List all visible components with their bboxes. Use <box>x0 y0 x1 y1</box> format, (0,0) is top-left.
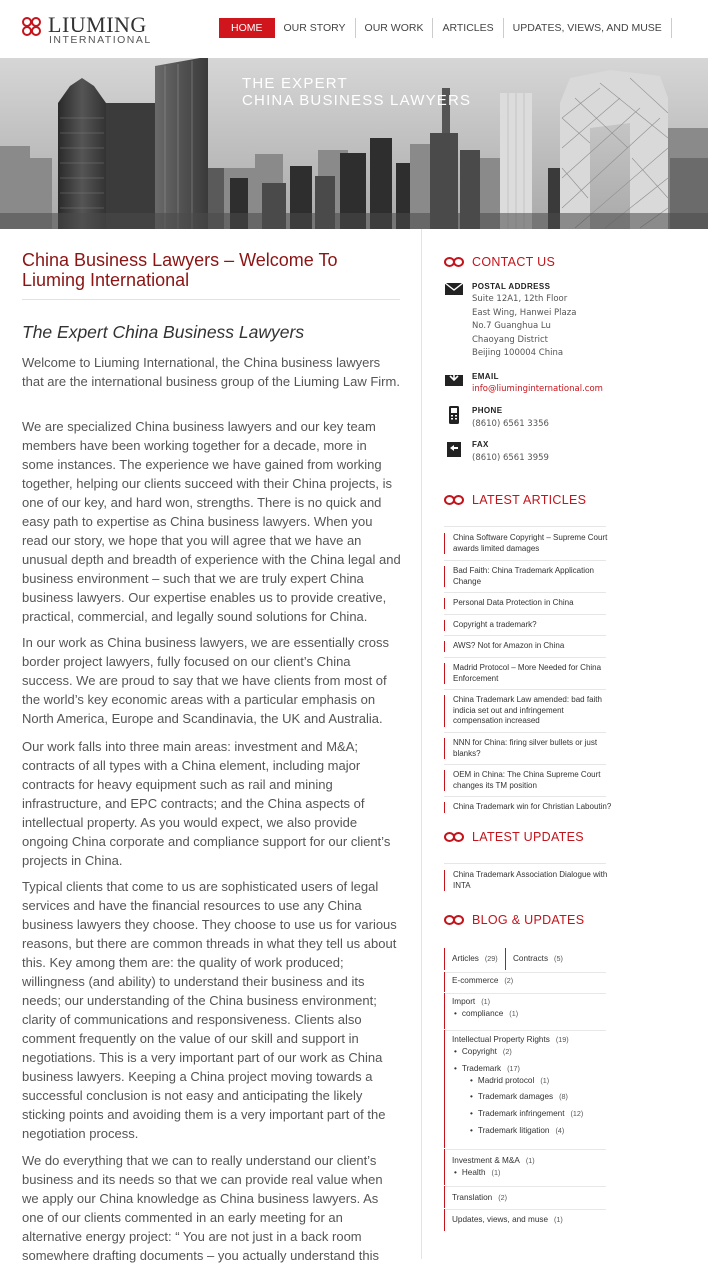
update-divider <box>444 863 606 864</box>
category-health[interactable]: • Health (1) <box>454 1168 500 1177</box>
fax-label: FAX <box>472 440 489 449</box>
paragraph-understand: We do everything that we can to really understand our client’s business and its needs so that we can provide real value when we apply our China knowledge as China business lawyers. As one of our clients commented in an early meeting for an alternative energy project: “ You are not just in a back room somewhere drafting documents – you actually understand this <box>22 1153 383 1263</box>
category-trademark-litigation[interactable]: • Trademark litigation (4) <box>470 1126 564 1135</box>
paragraph-intro: Welcome to Liuming International, the China business lawyers that are the international business group of the Liuming Law Firm. <box>22 355 400 389</box>
column-divider <box>421 229 422 1259</box>
nav-updates[interactable]: UPDATES, VIEWS, AND MUSE <box>504 18 672 38</box>
category-copyright[interactable]: • Copyright (2) <box>454 1047 512 1056</box>
site-logo[interactable] <box>22 14 152 48</box>
category-import[interactable]: Import (1) <box>452 997 491 1006</box>
category-contracts[interactable]: Contracts (5) <box>513 954 563 963</box>
article-link[interactable]: Copyright a trademark? <box>444 620 613 631</box>
site-header <box>0 0 708 58</box>
article-link[interactable]: China Trademark win for Christian Laboutin? <box>444 802 613 813</box>
category-divider <box>444 1030 606 1031</box>
article-link[interactable]: Madrid Protocol – More Needed for China Enforcement <box>444 663 613 684</box>
hero-tagline <box>242 75 471 109</box>
article-divider <box>444 732 606 733</box>
category-bar <box>444 993 445 1029</box>
article-divider <box>444 689 606 690</box>
main-nav <box>219 18 672 38</box>
category-bar <box>444 972 445 992</box>
article-link[interactable]: NNN for China: firing silver bullets or just blanks? <box>444 738 613 759</box>
article-divider <box>444 796 606 797</box>
fax-number: (8610) 6561 3959 <box>472 453 549 463</box>
article-link[interactable]: Bad Faith: China Trademark Application Change <box>444 566 613 587</box>
hero-line-1: THE EXPERT <box>242 75 348 92</box>
category-divider <box>444 993 606 994</box>
fax-icon <box>444 439 464 459</box>
update-link[interactable]: China Trademark Association Dialogue with INTA <box>444 870 613 891</box>
category-compliance[interactable]: • compliance (1) <box>454 1009 518 1018</box>
category-bar <box>444 1149 445 1185</box>
postal-label: POSTAL ADDRESS <box>472 282 551 291</box>
article-divider <box>444 560 606 561</box>
category-bar <box>444 1209 445 1231</box>
inbox-icon <box>444 371 464 387</box>
email-label: EMAIL <box>472 372 499 381</box>
email-link[interactable]: info@liuminginternational.com <box>472 384 603 394</box>
article-divider <box>444 592 606 593</box>
article-divider <box>444 635 606 636</box>
category-articles[interactable]: Articles (29) <box>452 954 498 963</box>
paragraph-work-areas: Our work falls into three main areas: investment and M&A; contracts of all types with a China element, including major contracts for heavy equipment such as rail and mining infrastructure, and EPC contracts; and the China aspects of intellectual property. As you would expect, we also provide ongoing China corporate and compliance support for our client’s projects in China. <box>22 739 391 868</box>
title-divider <box>22 299 400 300</box>
logo-name: LIUMING <box>48 12 147 37</box>
category-divider <box>444 1186 606 1187</box>
article-link[interactable]: OEM in China: The China Supreme Court changes its TM position <box>444 770 613 791</box>
category-bar <box>444 948 445 970</box>
article-divider <box>444 764 606 765</box>
nav-our-work[interactable]: OUR WORK <box>356 18 434 38</box>
phone-icon <box>444 405 464 425</box>
category-trademark-infringement[interactable]: • Trademark infringement (12) <box>470 1109 583 1118</box>
category-translation[interactable]: Translation (2) <box>452 1193 507 1202</box>
category-ecommerce[interactable]: E-commerce (2) <box>452 976 514 985</box>
logo-subtitle: INTERNATIONAL <box>49 34 152 46</box>
category-divider <box>444 1149 606 1150</box>
postal-address: Suite 12A1, 12th Floor East Wing, Hanwei Plaza No.7 Guanghua Lu Chaoyang District Beijing 100004 China <box>472 294 577 358</box>
nav-articles[interactable]: ARTICLES <box>433 18 503 38</box>
article-divider <box>444 657 606 658</box>
paragraph-clients: Typical clients that come to us are sophisticated users of legal services and have the financial resources to use any China business lawyers they choose. They choose to use us for various reasons, but there are common threads in what they tell us about this. Key among them are: the quality of work produced; willingness (and ability) to understand their business and its needs; our understanding of the China business environment; clarity of communications and responsiveness. Clients also comment frequently on the value of our skill and support in negotiations. This is a very important part of our work as China business lawyers. Keeping a China project moving towards a successful conclusion is not easy and anticipating the likely sticking points and avoiding them is a very important part of the negotiation process. <box>22 879 397 1141</box>
nav-home[interactable]: HOME <box>219 18 275 38</box>
logo-rings-icon <box>444 495 464 505</box>
category-bar <box>444 1186 445 1208</box>
nav-our-story[interactable]: OUR STORY <box>275 18 356 38</box>
category-trademark-damages[interactable]: • Trademark damages (8) <box>470 1092 568 1101</box>
logo-mark-icon <box>22 17 44 43</box>
article-link[interactable]: AWS? Not for Amazon in China <box>444 641 613 652</box>
category-divider <box>444 972 606 973</box>
page-subtitle: The Expert China Business Lawyers <box>22 322 305 342</box>
category-divider <box>444 1209 606 1210</box>
logo-rings-icon <box>444 257 464 267</box>
category-bar <box>505 948 506 970</box>
category-investment[interactable]: Investment & M&A (1) <box>452 1156 535 1165</box>
logo-rings-icon <box>444 915 464 925</box>
category-updates[interactable]: Updates, views, and muse (1) <box>452 1215 563 1224</box>
phone-label: PHONE <box>472 406 503 415</box>
article-link[interactable]: China Software Copyright – Supreme Court awards limited damages <box>444 533 613 554</box>
category-bar <box>444 1030 445 1148</box>
article-divider <box>444 526 606 527</box>
envelope-icon <box>444 281 464 297</box>
phone-number: (8610) 6561 3356 <box>472 419 549 429</box>
category-ipr[interactable]: Intellectual Property Rights (19) <box>452 1035 569 1044</box>
paragraph-cross-border: In our work as China business lawyers, we are essentially cross border project lawyers, fully focused on our client’s China success. We are proud to say that we have clients from most of the world’s key economic areas with a particular emphasis on North America, Europe and Scandinavia, the UK and Australia. <box>22 635 390 726</box>
hero-banner <box>0 58 708 229</box>
article-link[interactable]: China Trademark Law amended: bad faith indicia set out and infringement compensation increased <box>444 695 613 727</box>
article-link[interactable]: Personal Data Protection in China <box>444 598 613 609</box>
article-divider <box>444 614 606 615</box>
category-madrid-protocol[interactable]: • Madrid protocol (1) <box>470 1076 549 1085</box>
category-trademark[interactable]: • Trademark (17) <box>454 1064 520 1073</box>
hero-line-2: CHINA BUSINESS LAWYERS <box>242 92 472 109</box>
page-title: China Business Lawyers – Welcome To Liuming International <box>22 250 338 290</box>
logo-rings-icon <box>444 832 464 842</box>
paragraph-specialized: We are specialized China business lawyers and our key team members have been working together for a decade, more in some instances. The experience we have gained from working together, helping our clients succeed with their China projects, is one of our key, and hard won, strengths. There is no quick and easy path to expertise as China business lawyers. When you read our story, we hope that you will agree that we have an unusual depth and breadth of experience with the China legal and business environment – such that we are truly expert China business lawyers. Our expertise enables us to provide creative, practical, commercial, and legally sound solutions for China. <box>22 419 401 624</box>
